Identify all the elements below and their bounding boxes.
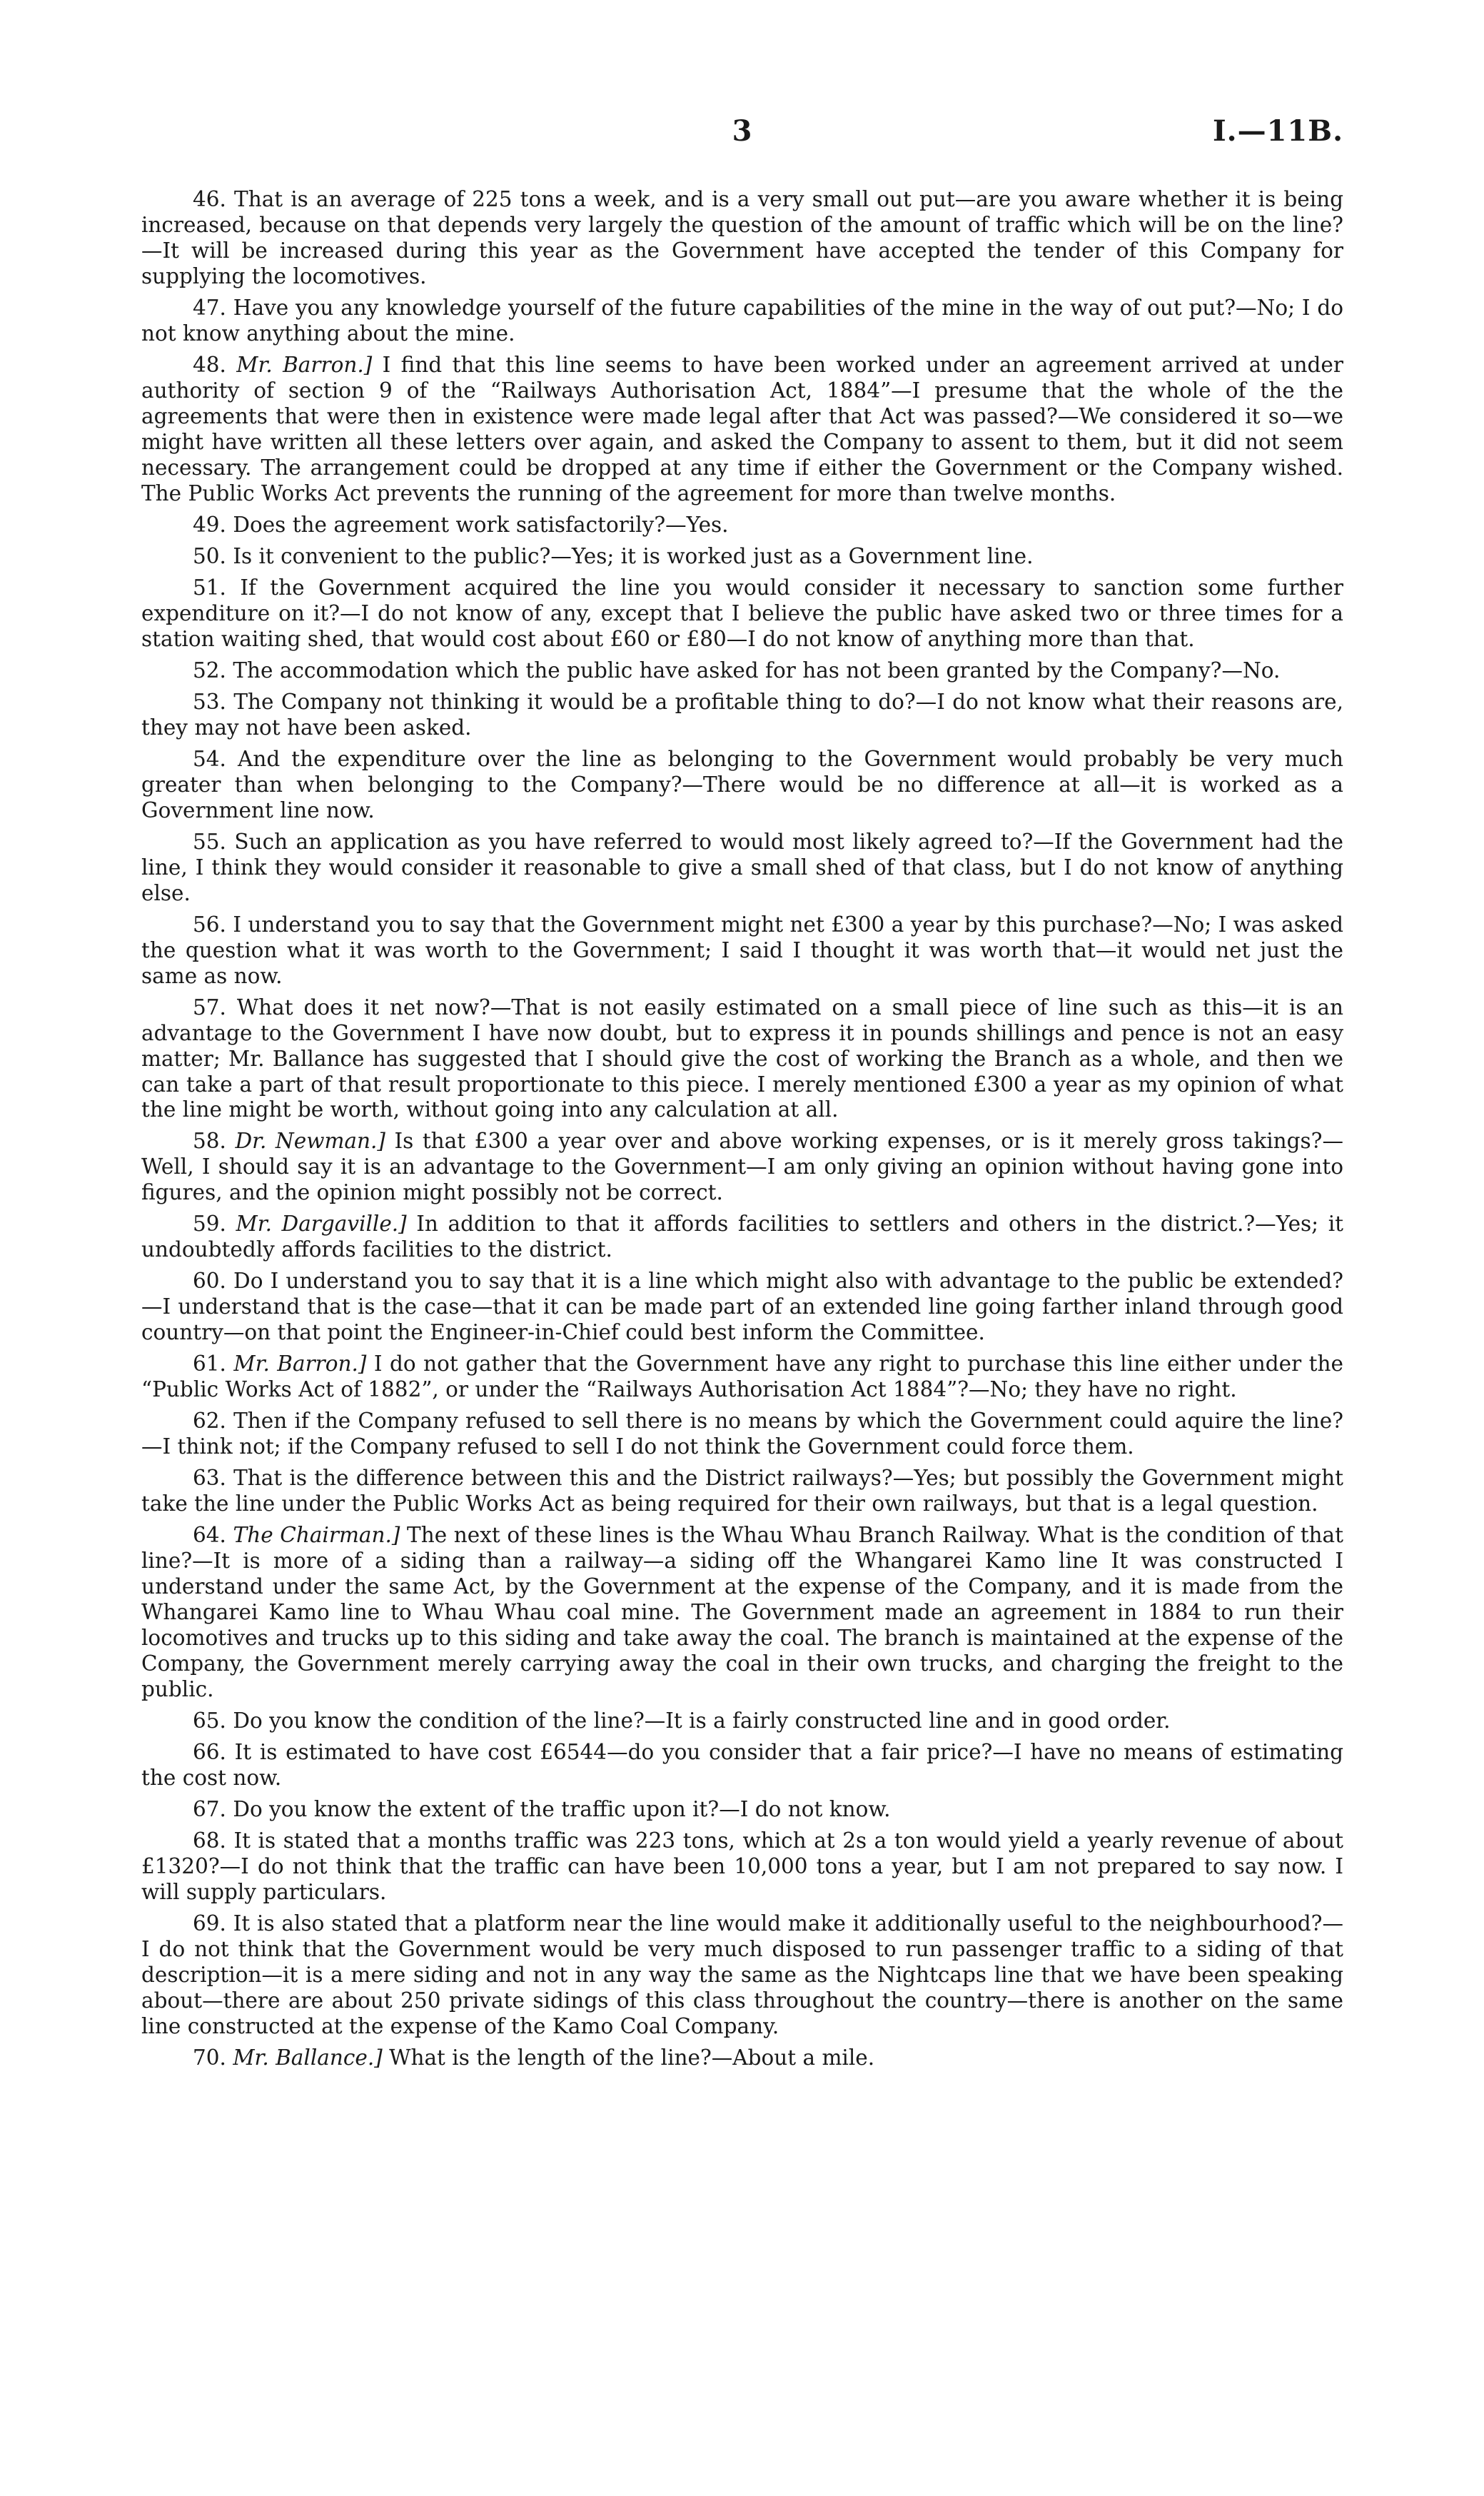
paragraph-text: Then if the Company refused to sell there is no means by which the Government could aquire the line?—I think not; if the Company refused to sell I do not think the Government could force them.	[141, 1409, 1343, 1459]
question-number: 54.	[193, 746, 226, 771]
question-number: 47.	[193, 295, 226, 320]
evidence-paragraph	[141, 1911, 1343, 2040]
question-number: 60.	[193, 1269, 226, 1294]
paragraph-text: If the Government acquired the line you would consider it necessary to sanction some further expenditure on it?—I do not know of any, except that I believe the public have asked two or three times for a station waiting shed, that would cost about £60 or £80—I do not know of anything more than that.	[141, 575, 1343, 651]
evidence-paragraph	[141, 1709, 1343, 1734]
paragraph-text: That is an average of 225 tons a week, and is a very small out put—are you aware whether it is being increased, because on that depends very largely the question of the amount of traffic which will be on the line?—It will be increased during this year as the Government have accepted the tender of this Company for supplying the locomotives.	[141, 187, 1343, 288]
paper-reference: I.—11B.	[1212, 114, 1343, 148]
paragraph-text: I find that this line seems to have been worked under an agreement arrived at under authority of section 9 of the “Railways Authorisation Act, 1884”—I presume that the whole of the the agreements that were then in existence were made legal after that Act was passed?—We considered it so—we might have written all these letters over again, and asked the Company to assent to them, but it did not seem necessary. The arrangement could be dropped at any time if either the Government or the Company wished. The Public Works Act prevents the running of the agreement for more than twelve months.	[141, 352, 1343, 505]
evidence-paragraph	[141, 1409, 1343, 1460]
paragraph-text: It is estimated to have cost £6544—do you consider that a fair price?—I have no means of estimating the cost now.	[141, 1740, 1343, 1791]
evidence-paragraph	[141, 513, 1343, 538]
evidence-paragraph	[141, 1740, 1343, 1791]
question-number: 65.	[193, 1709, 226, 1733]
speaker-name: Dr. Newman.]	[235, 1129, 385, 1154]
paragraph-text: Such an application as you have referred to would most likely agreed to?—If the Government had the line, I think they would consider it reasonable to give a small shed of that class, but I do not know of anything else.	[141, 829, 1343, 905]
evidence-paragraph	[141, 658, 1343, 684]
paragraph-text: I understand you to say that the Government might net £300 a year by this purchase?—No; I was asked the question what it was worth to the Government; I said I thought it was worth that—it would net just the same as now.	[141, 912, 1343, 988]
question-number: 61.	[193, 1352, 226, 1377]
speaker-name: Mr. Barron.]	[233, 1352, 367, 1377]
paragraph-text: The accommodation which the public have asked for has not been granted by the Company?—No.	[233, 658, 1281, 683]
paragraph-text: Is that £300 a year over and above working expenses, or is it merely gross takings?—Well, I should say it is an advantage to the Government—I am only giving an opinion without having gone into figures, and the opinion might possibly not be correct.	[141, 1129, 1343, 1205]
evidence-paragraph	[141, 353, 1343, 507]
page-number: 3	[732, 114, 752, 148]
question-number: 59.	[193, 1212, 226, 1237]
speaker-name: Mr. Ballance.]	[233, 2045, 383, 2070]
paragraph-text: The Company not thinking it would be a profitable thing to do?—I do not know what their reasons are, they may not have been asked.	[141, 689, 1343, 740]
paragraph-text: Have you any knowledge yourself of the future capabilities of the mine in the way of out put?—No; I do not know anything about the mine.	[141, 295, 1343, 346]
evidence-paragraph	[141, 1828, 1343, 1906]
evidence-paragraph	[141, 296, 1343, 347]
question-number: 70.	[193, 2045, 226, 2070]
question-number: 69.	[193, 1911, 226, 1936]
page-header	[0, 114, 1484, 157]
paragraph-text: I do not gather that the Government have any right to purchase this line either under the “Public Works Act of 1882”, or under the “Railways Authorisation Act 1884”?—No; they have no right.	[141, 1352, 1343, 1402]
evidence-paragraph	[141, 544, 1343, 570]
evidence-paragraph	[141, 1466, 1343, 1517]
question-number: 63.	[193, 1466, 226, 1491]
evidence-paragraph	[141, 187, 1343, 290]
speaker-name: Mr. Dargaville.]	[236, 1212, 407, 1237]
question-number: 67.	[193, 1797, 226, 1822]
question-number: 52.	[193, 658, 226, 683]
question-number: 57.	[193, 995, 226, 1020]
question-number: 46.	[193, 187, 226, 211]
evidence-text	[141, 187, 1343, 2077]
question-number: 51.	[193, 575, 226, 600]
question-number: 64.	[193, 1523, 226, 1548]
evidence-paragraph	[141, 1523, 1343, 1703]
question-number: 48.	[193, 352, 226, 377]
paragraph-text: Do you know the condition of the line?—It is a fairly constructed line and in good order.	[233, 1709, 1171, 1733]
paragraph-text: The next of these lines is the Whau Whau Branch Railway. What is the condition of that line?—It is more of a siding than a railway—a siding off the Whangarei Kamo line It was constructed I understand under the same Act, by the Government at the expense of the Company, and it is made from the Whangarei Kamo line to Whau Whau coal mine. The Government made an agreement in 1884 to run their locomotives and trucks up to this siding and take away the coal. The branch is maintained at the expense of the Company, the Government merely carrying away the coal in their own trucks, and charging the freight to the public.	[141, 1523, 1343, 1702]
paragraph-text: Do you know the extent of the traffic upon it?—I do not know.	[233, 1797, 891, 1822]
question-number: 49.	[193, 512, 226, 537]
paragraph-text: And the expenditure over the line as belonging to the Government would probably be very much greater than when belonging to the Company?—There would be no difference at all—it is worked as a Government line now.	[141, 746, 1343, 822]
question-number: 55.	[193, 829, 226, 854]
evidence-paragraph	[141, 747, 1343, 824]
speaker-name: The Chairman.]	[233, 1523, 400, 1548]
paragraph-text: In addition to that it affords facilities to settlers and others in the district.?—Yes; it undoubtedly affords facilities to the district.	[141, 1212, 1343, 1262]
evidence-paragraph	[141, 1352, 1343, 1403]
paragraph-text: That is the difference between this and the District railways?—Yes; but possibly the Government might take the line under the Public Works Act as being required for their own railways, but that is a legal question.	[141, 1466, 1343, 1516]
speaker-name: Mr. Barron.]	[236, 352, 373, 377]
evidence-paragraph	[141, 1129, 1343, 1206]
paragraph-text: Is it convenient to the public?—Yes; it is worked just as a Government line.	[233, 543, 1034, 568]
paragraph-text: What is the length of the line?—About a mile.	[389, 2045, 875, 2070]
evidence-paragraph	[141, 575, 1343, 653]
question-number: 68.	[193, 1828, 226, 1853]
question-number: 62.	[193, 1409, 226, 1434]
question-number: 66.	[193, 1740, 226, 1765]
paragraph-text: What does it net now?—That is not easily estimated on a small piece of line such as this—it is an advantage to the Government I have now doubt, but to express it in pounds shillings and pence is not an easy matter; Mr. Ballance has suggested that I should give the cost of working the Branch as a whole, and then we can take a part of that result proportionate to this piece. I merely mentioned £300 a year as my opinion of what the line might be worth, without going into any calculation at all.	[141, 995, 1343, 1122]
evidence-paragraph	[141, 690, 1343, 741]
evidence-paragraph	[141, 995, 1343, 1124]
paragraph-text: Do I understand you to say that it is a line which might also with advantage to the public be extended?—I understand that is the case—that it can be made part of an extended line going farther inland through good country—on that point the Engineer-in-Chief could best inform the Committee.	[141, 1269, 1343, 1345]
evidence-paragraph	[141, 830, 1343, 907]
question-number: 53.	[193, 689, 226, 714]
question-number: 50.	[193, 543, 226, 568]
evidence-paragraph	[141, 2045, 1343, 2071]
paragraph-text: It is also stated that a platform near the line would make it additionally useful to the neighbourhood?—I do not think that the Government would be very much disposed to run passenger traffic to a siding of that description—it is a mere siding and not in any way the same as the Nightcaps line that we have been speaking about—there are about 250 private sidings of this class throughout the country—there is another on the same line constructed at the expense of the Kamo Coal Company.	[141, 1911, 1343, 2038]
evidence-paragraph	[141, 912, 1343, 990]
paragraph-text: Does the agreement work satisfactorily?—Yes.	[233, 512, 729, 537]
evidence-paragraph	[141, 1797, 1343, 1823]
paragraph-text: It is stated that a months traffic was 223 tons, which at 2s a ton would yield a yearly revenue of about £1320?—I do not think that the traffic can have been 10,000 tons a year, but I am not prepared to say now. I will supply particulars.	[141, 1828, 1343, 1905]
question-number: 56.	[193, 912, 226, 937]
evidence-paragraph	[141, 1212, 1343, 1263]
question-number: 58.	[193, 1129, 226, 1154]
evidence-paragraph	[141, 1269, 1343, 1346]
